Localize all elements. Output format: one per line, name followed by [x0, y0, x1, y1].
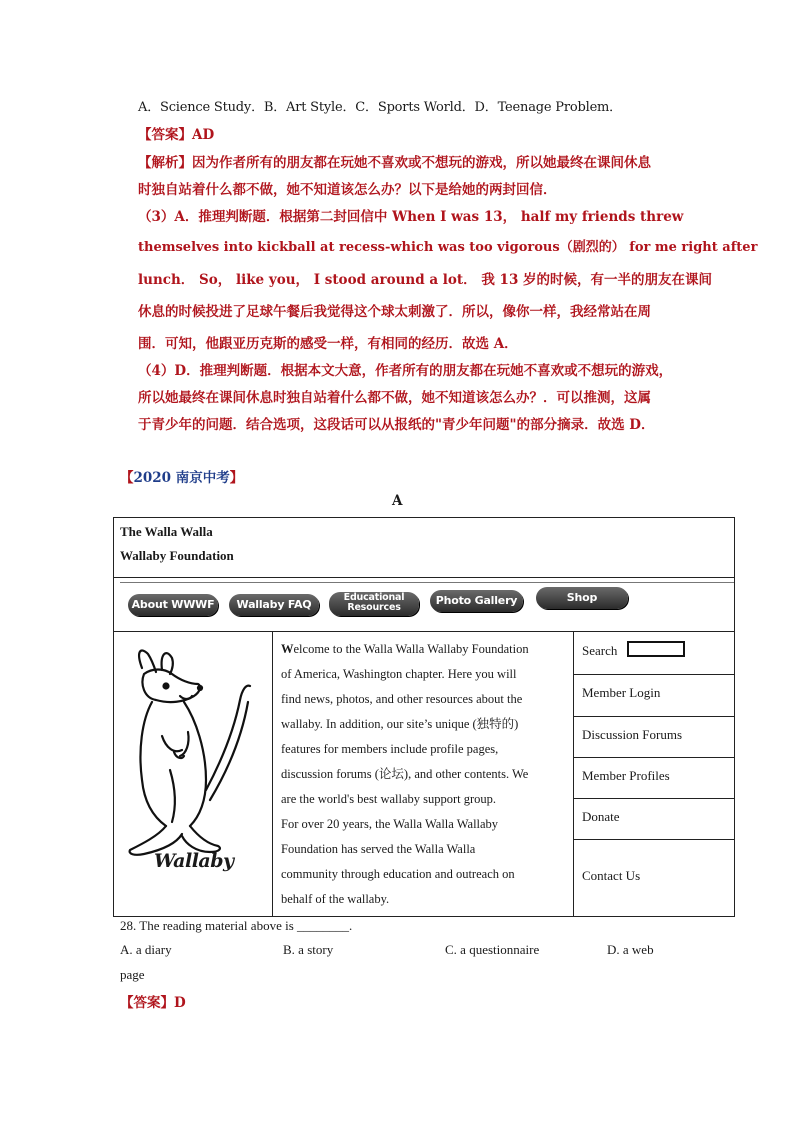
answer-value: AD [192, 127, 215, 143]
answer-label: 【答案】 [138, 127, 192, 143]
exam-source-tag: 【2020 南京中考】 [120, 470, 244, 486]
analysis-p3-line-4: 休息的时候投进了足球午餐后我觉得这个球太刺激了．所以，像你一样，我经常站在周 [138, 304, 651, 320]
nav-faq-button[interactable]: Wallaby FAQ [229, 594, 319, 616]
answer-2-label: 【答案】 [120, 995, 174, 1011]
option-d-wrap: page [120, 967, 145, 982]
sidebar-search-label: Search [582, 643, 618, 658]
sidebar-item-donate[interactable]: Donate [582, 809, 620, 824]
option-b: B. a story [283, 942, 334, 957]
welcome-text: Welcome to the Walla Walla Wallaby Foundation of America, Washington chapter. Here you will find news, photos, and other resources about the wallaby. In addition, our site’s unique (独特的) features for members include profile pages, discussion forums (论坛), and other contents. We are the world's best wallaby support group. For over 20 years, the Walla Walla Wallaby Foundation has served the Walla Walla community through education and outreach on behalf of the wallaby. [281, 642, 529, 906]
nav-photo-gallery-button[interactable]: Photo Gallery [430, 590, 523, 612]
sidebar-item-contact-us[interactable]: Contact Us [582, 868, 641, 883]
analysis-line-1: 【解析】因为作者所有的朋友都在玩她不喜欢或不想玩的游戏，所以她最终在课间休息 [138, 155, 651, 171]
sidebar-item-member-profiles[interactable]: Member Profiles [582, 768, 670, 783]
org-name-line-1: The Walla Walla [120, 524, 213, 539]
nav-educational-resources-button[interactable]: Educational Resources [329, 592, 419, 616]
nav-shop-button[interactable]: Shop [536, 587, 628, 609]
analysis-p4-line-2: 所以她最终在课间休息时独自站着什么都不做，她不知道该怎么办？．可以推测，这属 [138, 390, 651, 406]
sidebar-item-discussion-forums[interactable]: Discussion Forums [582, 727, 683, 742]
question-stem: 28. The reading material above is ________. [120, 918, 353, 933]
analysis-p3-line-5: 围．可知，他跟亚历克斯的感受一样，有相同的经历．故选 A． [138, 336, 518, 352]
welcome-first-letter: W [281, 642, 294, 656]
answer-2-value: D [174, 995, 186, 1011]
answer-2-line [120, 991, 186, 1011]
analysis-label: 【解析】 [138, 155, 192, 171]
analysis-p4-line-3: 于青少年的问题．结合选项，这段话可以从报纸的"青少年问题"的部分摘录．故选 D． [138, 417, 655, 433]
analysis-p4-line-1: （4）D．推理判断题．根据本文大意，作者所有的朋友都在玩她不喜欢或不想玩的游戏， [138, 363, 673, 379]
option-d: D. a web [607, 942, 654, 957]
answer-line [138, 123, 214, 143]
previous-question-options: A．Science Study．B．Art Style．C．Sports World．D．Teenage Problem． [138, 100, 622, 115]
sidebar-item-member-login[interactable]: Member Login [582, 685, 661, 700]
option-c: C. a questionnaire [445, 942, 540, 957]
webpage-mockup [113, 517, 735, 917]
analysis-line-2: 时独自站着什么都不做，她不知道该怎么办？以下是给她的两封回信． [138, 182, 557, 198]
passage-label: A [392, 493, 403, 509]
analysis-p3-line-3: lunch． So， like you， I stood around a lot． 我 13 岁的时候，有一半的朋友在课间 [138, 272, 713, 288]
search-input[interactable] [627, 641, 685, 657]
nav-about-button[interactable]: About WWWF [128, 594, 218, 616]
analysis-p3-line-2: themselves into kickball at recess-which was too vigorous（剧烈的） for me right after [138, 240, 758, 255]
image-caption: Wallaby [154, 850, 234, 872]
option-a: A. a diary [120, 942, 172, 957]
analysis-p3-line-1: （3）A．推理判断题．根据第二封回信中 When I was 13， half my friends threw [138, 209, 684, 225]
org-name-line-2: Wallaby Foundation [120, 548, 234, 563]
